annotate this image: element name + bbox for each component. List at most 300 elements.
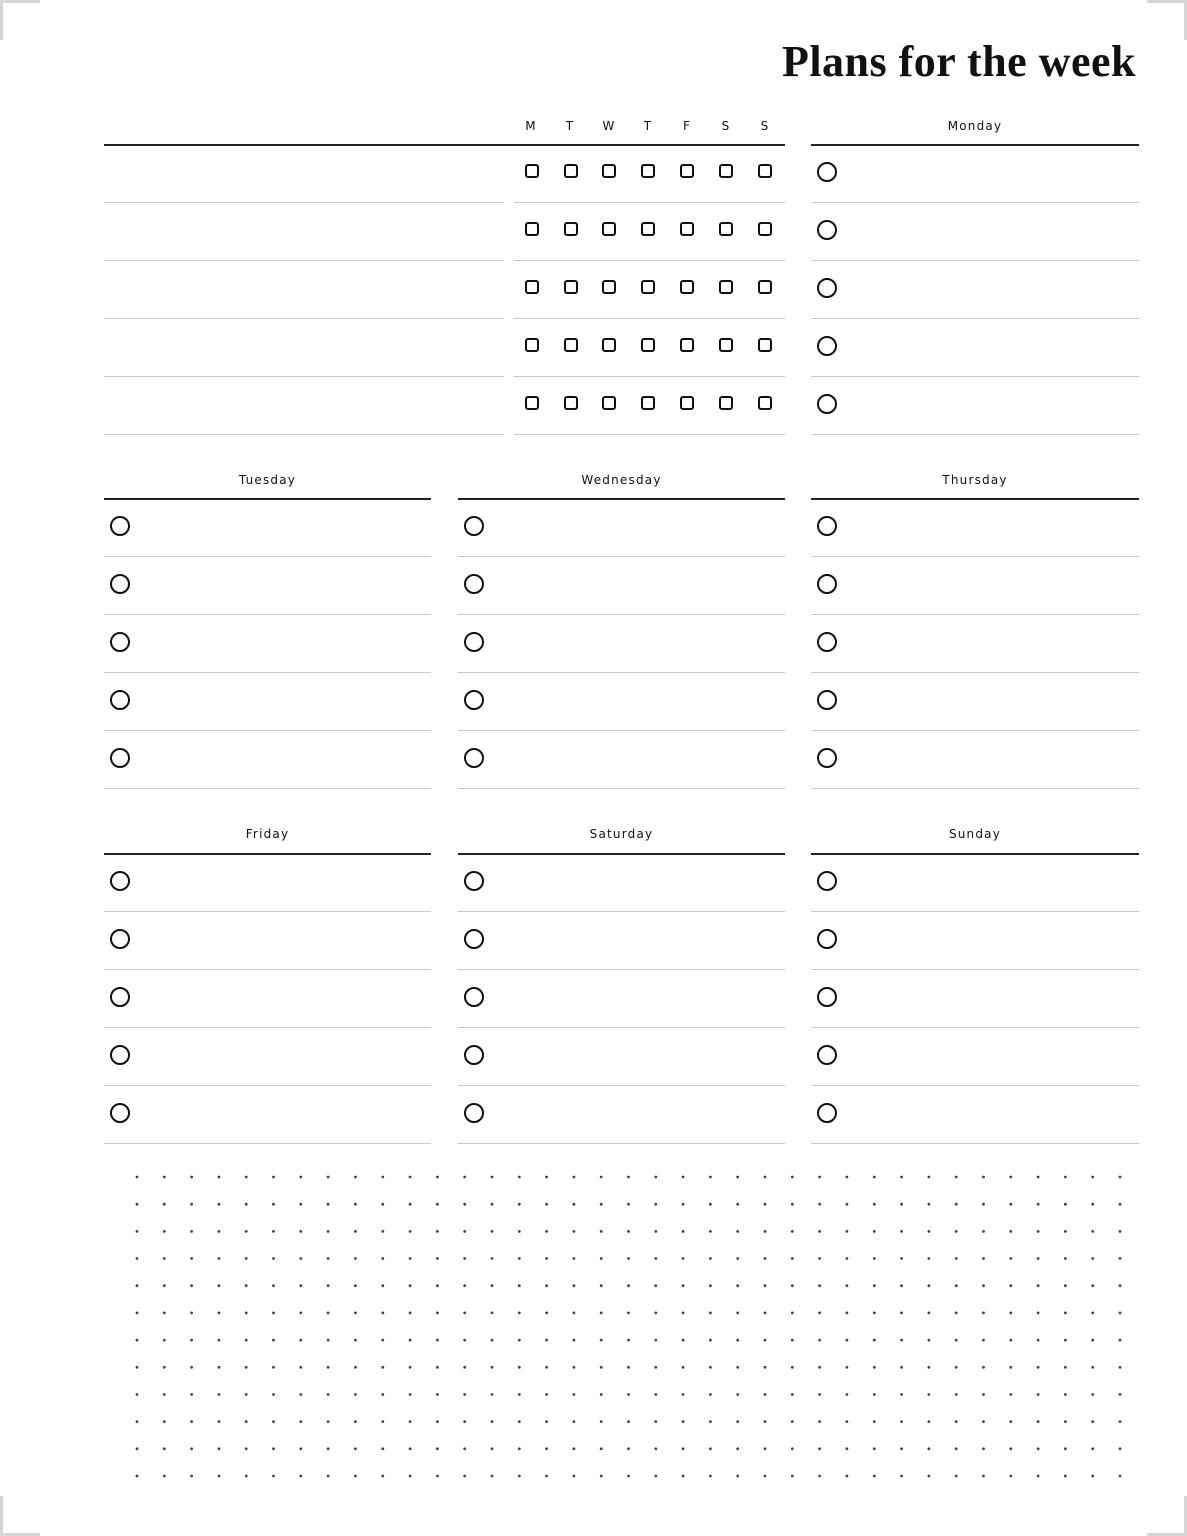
grid-dot [436,1393,439,1396]
grid-dot [900,1339,903,1342]
grid-dot [381,1420,384,1423]
grid-dot [518,1475,521,1478]
grid-dot [764,1203,767,1206]
grid-dot [654,1312,657,1315]
grid-dot [791,1339,794,1342]
grid-dot [818,1257,821,1260]
grid-dot [409,1475,412,1478]
grid-dot [764,1447,767,1450]
grid-dot [136,1420,139,1423]
grid-dot [327,1312,330,1315]
grid-dot [163,1257,166,1260]
grid-dot [190,1447,193,1450]
grid-dot [518,1420,521,1423]
grid-dot [491,1339,494,1342]
grid-dot [1037,1203,1040,1206]
grid-dot [791,1176,794,1179]
grid-dot [900,1447,903,1450]
grid-dot [327,1366,330,1369]
grid-dot [272,1284,275,1287]
grid-dot [463,1176,466,1179]
grid-dot [163,1312,166,1315]
grid-dot [381,1393,384,1396]
grid-dot [709,1366,712,1369]
grid-dot [600,1312,603,1315]
grid-dot [709,1475,712,1478]
grid-dot [900,1366,903,1369]
grid-dot [1119,1176,1122,1179]
grid-dot [682,1203,685,1206]
grid-dot [1009,1339,1012,1342]
grid-dot [518,1284,521,1287]
grid-dot [218,1257,221,1260]
grid-dot [1091,1447,1094,1450]
grid-dot [381,1475,384,1478]
grid-dot [436,1420,439,1423]
grid-dot [245,1420,248,1423]
grid-dot [736,1475,739,1478]
grid-dot [982,1257,985,1260]
grid-dot [791,1230,794,1233]
grid-dot [928,1393,931,1396]
grid-dot [545,1393,548,1396]
grid-dot [218,1230,221,1233]
grid-dot [354,1475,357,1478]
grid-dot [982,1339,985,1342]
grid-dot [163,1339,166,1342]
weekday-initial-sat: S [721,119,731,133]
grid-dot [900,1257,903,1260]
grid-dot [791,1420,794,1423]
grid-dot [136,1447,139,1450]
grid-dot [791,1393,794,1396]
grid-dot [518,1393,521,1396]
grid-dot [791,1447,794,1450]
grid-dot [627,1312,630,1315]
grid-dot [190,1284,193,1287]
grid-dot [436,1176,439,1179]
grid-dot [1064,1475,1067,1478]
grid-dot [327,1393,330,1396]
grid-dot [1037,1366,1040,1369]
grid-dot [900,1230,903,1233]
grid-dot [245,1257,248,1260]
grid-dot [873,1420,876,1423]
weekday-initial-fri: F [682,119,692,133]
grid-dot [190,1203,193,1206]
grid-dot [409,1176,412,1179]
grid-dot [764,1312,767,1315]
grid-dot [709,1312,712,1315]
grid-dot [1119,1339,1122,1342]
day-header-thursday: Thursday [942,473,1008,487]
grid-dot [136,1393,139,1396]
grid-dot [955,1230,958,1233]
grid-dot [1037,1475,1040,1478]
grid-dot [764,1339,767,1342]
grid-dot [272,1447,275,1450]
grid-dot [709,1284,712,1287]
grid-dot [491,1420,494,1423]
grid-dot [736,1203,739,1206]
grid-dot [573,1420,576,1423]
grid-dot [518,1176,521,1179]
grid-dot [463,1393,466,1396]
grid-dot [518,1203,521,1206]
grid-dot [327,1230,330,1233]
grid-dot [1037,1447,1040,1450]
grid-dot [136,1475,139,1478]
grid-dot [545,1230,548,1233]
weekday-initial-thu: T [643,119,653,133]
grid-dot [1009,1312,1012,1315]
grid-dot [736,1339,739,1342]
grid-dot [1064,1366,1067,1369]
grid-dot [982,1420,985,1423]
grid-dot [1064,1312,1067,1315]
grid-dot [627,1393,630,1396]
grid-dot [654,1284,657,1287]
grid-dot [600,1284,603,1287]
grid-dot [1091,1475,1094,1478]
grid-dot [218,1447,221,1450]
grid-dot [1009,1284,1012,1287]
grid-dot [982,1366,985,1369]
grid-dot [627,1366,630,1369]
day-header-saturday: Saturday [589,827,654,841]
grid-dot [190,1366,193,1369]
grid-dot [436,1339,439,1342]
grid-dot [463,1447,466,1450]
grid-dot [736,1230,739,1233]
grid-dot [1037,1230,1040,1233]
grid-dot [654,1420,657,1423]
grid-dot [709,1203,712,1206]
grid-dot [682,1230,685,1233]
grid-dot [1037,1339,1040,1342]
grid-dot [545,1420,548,1423]
grid-dot [900,1393,903,1396]
grid-dot [1037,1176,1040,1179]
grid-dot [218,1176,221,1179]
grid-dot [163,1447,166,1450]
grid-dot [1119,1284,1122,1287]
grid-dot [682,1257,685,1260]
grid-dot [873,1339,876,1342]
grid-dot [600,1475,603,1478]
grid-dot [573,1257,576,1260]
grid-dot [491,1312,494,1315]
grid-dot [545,1447,548,1450]
grid-dot [272,1230,275,1233]
grid-dot [818,1420,821,1423]
grid-dot [1091,1393,1094,1396]
grid-dot [136,1284,139,1287]
grid-dot [1037,1284,1040,1287]
grid-dot [245,1393,248,1396]
grid-dot [1064,1230,1067,1233]
weekday-initial-wed: W [602,119,616,133]
grid-dot [1064,1203,1067,1206]
grid-dot [381,1203,384,1206]
grid-dot [955,1475,958,1478]
grid-dot [928,1284,931,1287]
grid-dot [682,1176,685,1179]
grid-dot [518,1366,521,1369]
grid-dot [545,1312,548,1315]
grid-dot [600,1447,603,1450]
grid-dot [491,1393,494,1396]
grid-dot [163,1475,166,1478]
grid-dot [600,1230,603,1233]
grid-dot [1119,1420,1122,1423]
grid-dot [491,1230,494,1233]
grid-dot [1091,1203,1094,1206]
grid-dot [491,1203,494,1206]
grid-dot [573,1339,576,1342]
grid-dot [436,1257,439,1260]
day-header-friday: Friday [245,827,290,841]
grid-dot [218,1366,221,1369]
grid-dot [245,1230,248,1233]
grid-dot [327,1475,330,1478]
grid-dot [1091,1257,1094,1260]
grid-dot [190,1339,193,1342]
grid-dot [1009,1230,1012,1233]
grid-dot [846,1230,849,1233]
grid-dot [818,1312,821,1315]
grid-dot [354,1339,357,1342]
grid-dot [928,1230,931,1233]
grid-dot [846,1393,849,1396]
grid-dot [136,1366,139,1369]
grid-dot [573,1366,576,1369]
grid-dot [682,1312,685,1315]
grid-dot [299,1312,302,1315]
grid-dot [163,1230,166,1233]
grid-dot [463,1475,466,1478]
grid-dot [1119,1393,1122,1396]
grid-dot [736,1420,739,1423]
grid-dot [736,1393,739,1396]
grid-dot [873,1257,876,1260]
grid-dot [354,1366,357,1369]
grid-dot [682,1475,685,1478]
grid-dot [764,1257,767,1260]
grid-dot [627,1230,630,1233]
grid-dot [764,1230,767,1233]
grid-dot [354,1284,357,1287]
grid-dot [654,1447,657,1450]
grid-dot [1037,1312,1040,1315]
grid-dot [1009,1203,1012,1206]
grid-dot [928,1420,931,1423]
grid-dot [818,1230,821,1233]
grid-dot [381,1230,384,1233]
grid-dot [600,1420,603,1423]
grid-dot [518,1447,521,1450]
grid-dot [627,1339,630,1342]
day-header-sunday: Sunday [948,827,1002,841]
grid-dot [928,1447,931,1450]
day-header-wednesday: Wednesday [581,473,662,487]
grid-dot [299,1447,302,1450]
grid-dot [682,1366,685,1369]
grid-dot [573,1176,576,1179]
grid-dot [463,1339,466,1342]
grid-dot [409,1393,412,1396]
grid-dot [764,1393,767,1396]
grid-dot [955,1447,958,1450]
grid-dot [873,1284,876,1287]
grid-dot [736,1312,739,1315]
grid-dot [573,1447,576,1450]
grid-dot [354,1420,357,1423]
grid-dot [1119,1366,1122,1369]
grid-dot [873,1393,876,1396]
grid-dot [900,1284,903,1287]
grid-dot [873,1447,876,1450]
grid-dot [627,1420,630,1423]
grid-dot [846,1312,849,1315]
grid-dot [299,1284,302,1287]
grid-dot [982,1475,985,1478]
grid-dot [299,1203,302,1206]
grid-dot [272,1176,275,1179]
grid-dot [518,1312,521,1315]
grid-dot [818,1366,821,1369]
grid-dot [982,1203,985,1206]
grid-dot [190,1420,193,1423]
grid-dot [245,1339,248,1342]
grid-dot [409,1284,412,1287]
grid-dot [327,1176,330,1179]
grid-dot [381,1366,384,1369]
grid-dot [436,1312,439,1315]
grid-dot [163,1366,166,1369]
grid-dot [982,1176,985,1179]
grid-dot [654,1203,657,1206]
grid-dot [573,1203,576,1206]
grid-dot [928,1176,931,1179]
grid-dot [245,1475,248,1478]
grid-dot [136,1257,139,1260]
grid-dot [299,1475,302,1478]
grid-dot [846,1339,849,1342]
grid-dot [381,1284,384,1287]
grid-dot [955,1393,958,1396]
grid-dot [654,1393,657,1396]
grid-dot [1009,1475,1012,1478]
grid-dot [791,1475,794,1478]
grid-dot [463,1203,466,1206]
grid-dot [491,1475,494,1478]
grid-dot [218,1475,221,1478]
grid-dot [436,1447,439,1450]
grid-dot [409,1366,412,1369]
grid-dot [709,1257,712,1260]
grid-dot [1037,1257,1040,1260]
grid-dot [1064,1420,1067,1423]
grid-dot [491,1257,494,1260]
grid-dot [791,1284,794,1287]
grid-dot [818,1393,821,1396]
grid-dot [190,1393,193,1396]
grid-dot [600,1203,603,1206]
grid-dot [682,1339,685,1342]
grid-dot [299,1230,302,1233]
grid-dot [682,1447,685,1450]
grid-dot [709,1420,712,1423]
grid-dot [900,1420,903,1423]
grid-dot [791,1203,794,1206]
page-title: Plans for the week [781,37,1136,86]
grid-dot [1064,1257,1067,1260]
grid-dot [573,1393,576,1396]
grid-dot [299,1176,302,1179]
grid-dot [846,1475,849,1478]
grid-dot [873,1475,876,1478]
grid-dot [573,1230,576,1233]
grid-dot [272,1366,275,1369]
grid-dot [545,1176,548,1179]
grid-dot [190,1475,193,1478]
grid-dot [436,1203,439,1206]
grid-dot [1064,1339,1067,1342]
grid-dot [1064,1284,1067,1287]
grid-dot [818,1447,821,1450]
grid-dot [764,1284,767,1287]
grid-dot [1091,1176,1094,1179]
grid-dot [873,1366,876,1369]
grid-dot [327,1447,330,1450]
grid-dot [654,1366,657,1369]
grid-dot [846,1176,849,1179]
grid-dot [736,1257,739,1260]
grid-dot [299,1420,302,1423]
grid-dot [136,1339,139,1342]
grid-dot [955,1176,958,1179]
grid-dot [846,1366,849,1369]
grid-dot [900,1312,903,1315]
grid-dot [600,1257,603,1260]
grid-dot [545,1475,548,1478]
grid-dot [1091,1312,1094,1315]
grid-dot [245,1203,248,1206]
grid-dot [409,1339,412,1342]
grid-dot [764,1176,767,1179]
grid-dot [682,1420,685,1423]
grid-dot [791,1366,794,1369]
grid-dot [218,1203,221,1206]
grid-dot [463,1284,466,1287]
grid-dot [654,1230,657,1233]
grid-dot [709,1176,712,1179]
grid-dot [1091,1420,1094,1423]
grid-dot [627,1475,630,1478]
grid-dot [545,1366,548,1369]
grid-dot [436,1475,439,1478]
grid-dot [463,1257,466,1260]
grid-dot [1064,1393,1067,1396]
grid-dot [900,1176,903,1179]
grid-dot [682,1284,685,1287]
grid-dot [709,1447,712,1450]
grid-dot [982,1230,985,1233]
grid-dot [272,1312,275,1315]
grid-dot [900,1203,903,1206]
grid-dot [600,1176,603,1179]
